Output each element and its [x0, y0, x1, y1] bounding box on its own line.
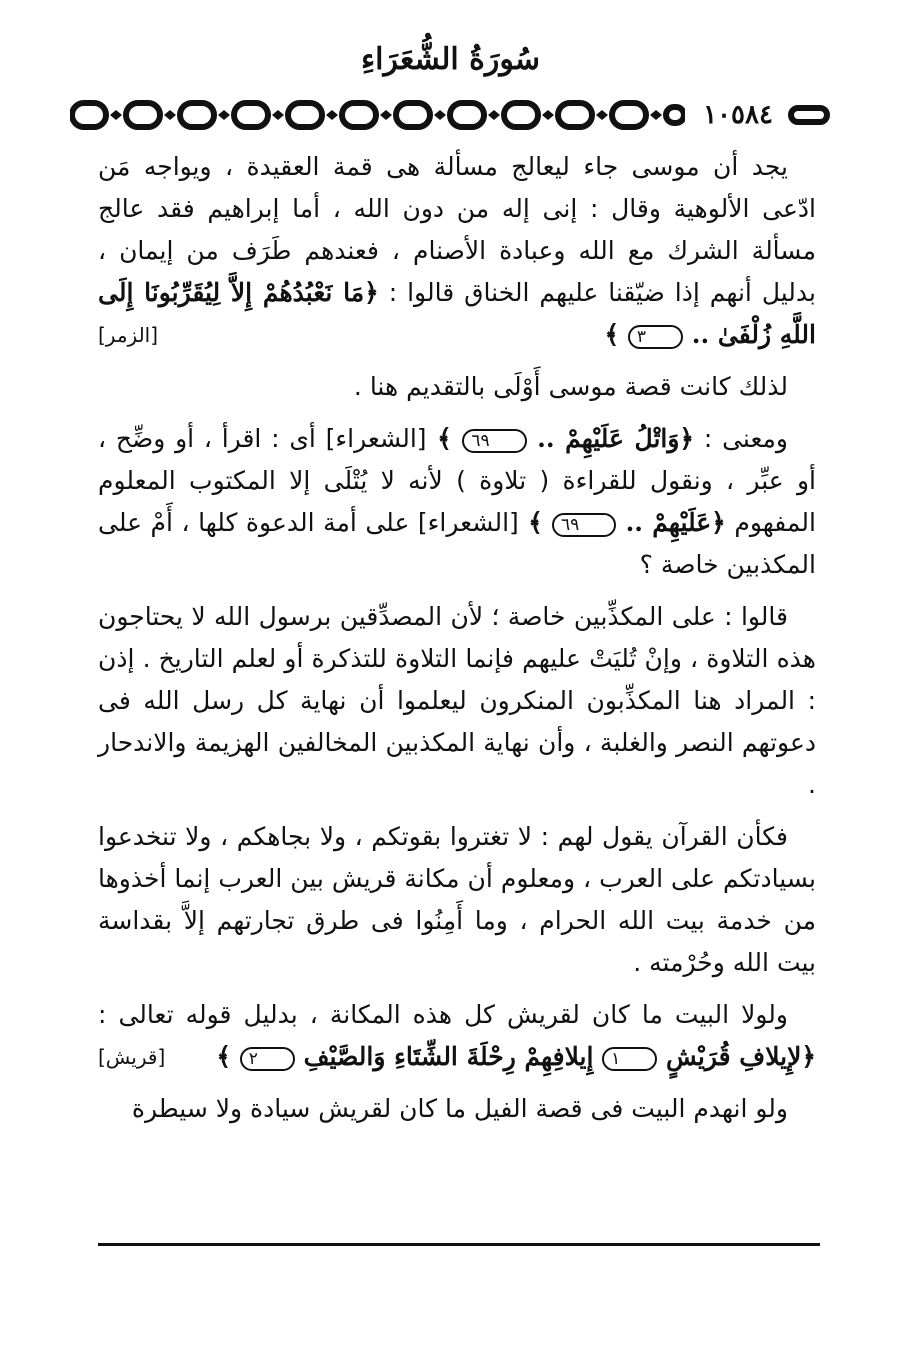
paragraph-6 — [98, 994, 816, 1078]
quran-quote — [427, 424, 695, 453]
quote-text: ﴿مَا نَعْبُدُهُمْ إِلاَّ لِيُقَرِّبُونَا إِلَى اللَّهِ زُلْفَىٰ .. — [98, 278, 816, 349]
footer-rule — [98, 1243, 820, 1246]
paragraph-text: يجد أن موسى جاء ليعالج مسألة هى قمة العقيدة ، ويواجه مَن ادّعى الألوهية وقال : إنى إله من دون الله ، أما إبراهيم فقد عالج مسألة الشرك مع الله وعبادة الأصنام ، فعندهم طَرَف من إيمان ، بدليل أنهم إذا ضيّقنا عليهم الخناق قالوا : — [98, 152, 816, 307]
paragraph-5: فكأن القرآن يقول لهم : لا تغتروا بقوتكم ، ولا بجاهكم ، ولا تنخدعوا بسيادتكم على العرب ، ومعلوم أن مكانة قريش بين العرب إنما أخذوها من خدمة بيت الله الحرام ، وما أَمِنُوا فى طرق تجارتهم إلاَّ بقداسة بيت الله وحُرْمته . — [98, 822, 816, 977]
quote-close-bracket: ﴾ — [528, 508, 543, 537]
paragraph-3 — [98, 418, 816, 586]
surah-title: سُورَةُ الشُّعَرَاءِ — [361, 42, 540, 77]
quran-quote — [519, 508, 726, 537]
quote-text: ﴿لإِيلافِ قُرَيْشٍ — [666, 1042, 816, 1071]
header-end-bar — [788, 105, 830, 125]
quote-close-bracket: ﴾ — [216, 1042, 232, 1071]
surah-reference: [قريش] — [98, 1045, 166, 1069]
paragraph-text: ومعنى : — [703, 424, 788, 453]
ayah-number-badge: ٦٩ — [462, 429, 526, 453]
paragraph-text: [الشعراء] على أمة الدعوة كلها ، أَمْ على المكذبين خاصة ؟ — [98, 508, 816, 579]
ayah-number-badge: ١ — [602, 1047, 657, 1071]
paragraph-text: ولولا البيت ما كان لقريش كل هذه المكانة ، بدليل قوله تعالى : — [98, 1000, 788, 1029]
paragraph-text: [الشعراء] أى : اقرأ ، أو وضِّح ، أو عبِّر ، ونقول للقراءة ( تلاوة ) لأنه لا يُتْلَى إلا المكتوب المعلوم المفهوم — [98, 424, 816, 537]
surah-reference: [الزمر] — [98, 323, 159, 347]
body-text — [98, 146, 816, 1140]
ayah-number-badge: ٣ — [628, 325, 683, 349]
chain-ornament — [70, 98, 685, 132]
quran-quote — [216, 1042, 816, 1071]
paragraph-2: لذلك كانت قصة موسى أَوْلَى بالتقديم هنا . — [353, 372, 788, 401]
paragraph-7: ولو انهدم البيت فى قصة الفيل ما كان لقريش سيادة ولا سيطرة — [131, 1094, 788, 1123]
quote-close-bracket: ﴾ — [604, 320, 620, 349]
quote-close-bracket: ﴾ — [437, 424, 452, 453]
paragraph-1 — [98, 146, 816, 356]
page-number: ١٠٥٨٤ — [703, 100, 773, 130]
header-ornament-row — [70, 92, 830, 138]
ayah-number-badge: ٦٩ — [552, 513, 616, 537]
quote-text: ﴿عَلَيْهِمْ .. — [625, 508, 726, 537]
quote-text: إِيلافِهِمْ رِحْلَةَ الشِّتَاءِ وَالصَّيْفِ — [303, 1042, 594, 1071]
quote-text: ﴿وَاتْلُ عَلَيْهِمْ .. — [537, 424, 695, 453]
paragraph-4: قالوا : على المكذِّبين خاصة ؛ لأن المصدِّقين برسول الله لا يحتاجون هذه التلاوة ، وإنْ تُليَتْ عليهم فإنما التلاوة للتذكرة أو لعلم التاريخ . إذن : المراد هنا المكذِّبون المنكرون ليعلموا أن نهاية كل رسل الله فى دعوتهم النصر والغلبة ، وأن نهاية المكذبين المخالفين الهزيمة والاندحار . — [98, 602, 816, 799]
ayah-number-badge: ٢ — [240, 1047, 295, 1071]
